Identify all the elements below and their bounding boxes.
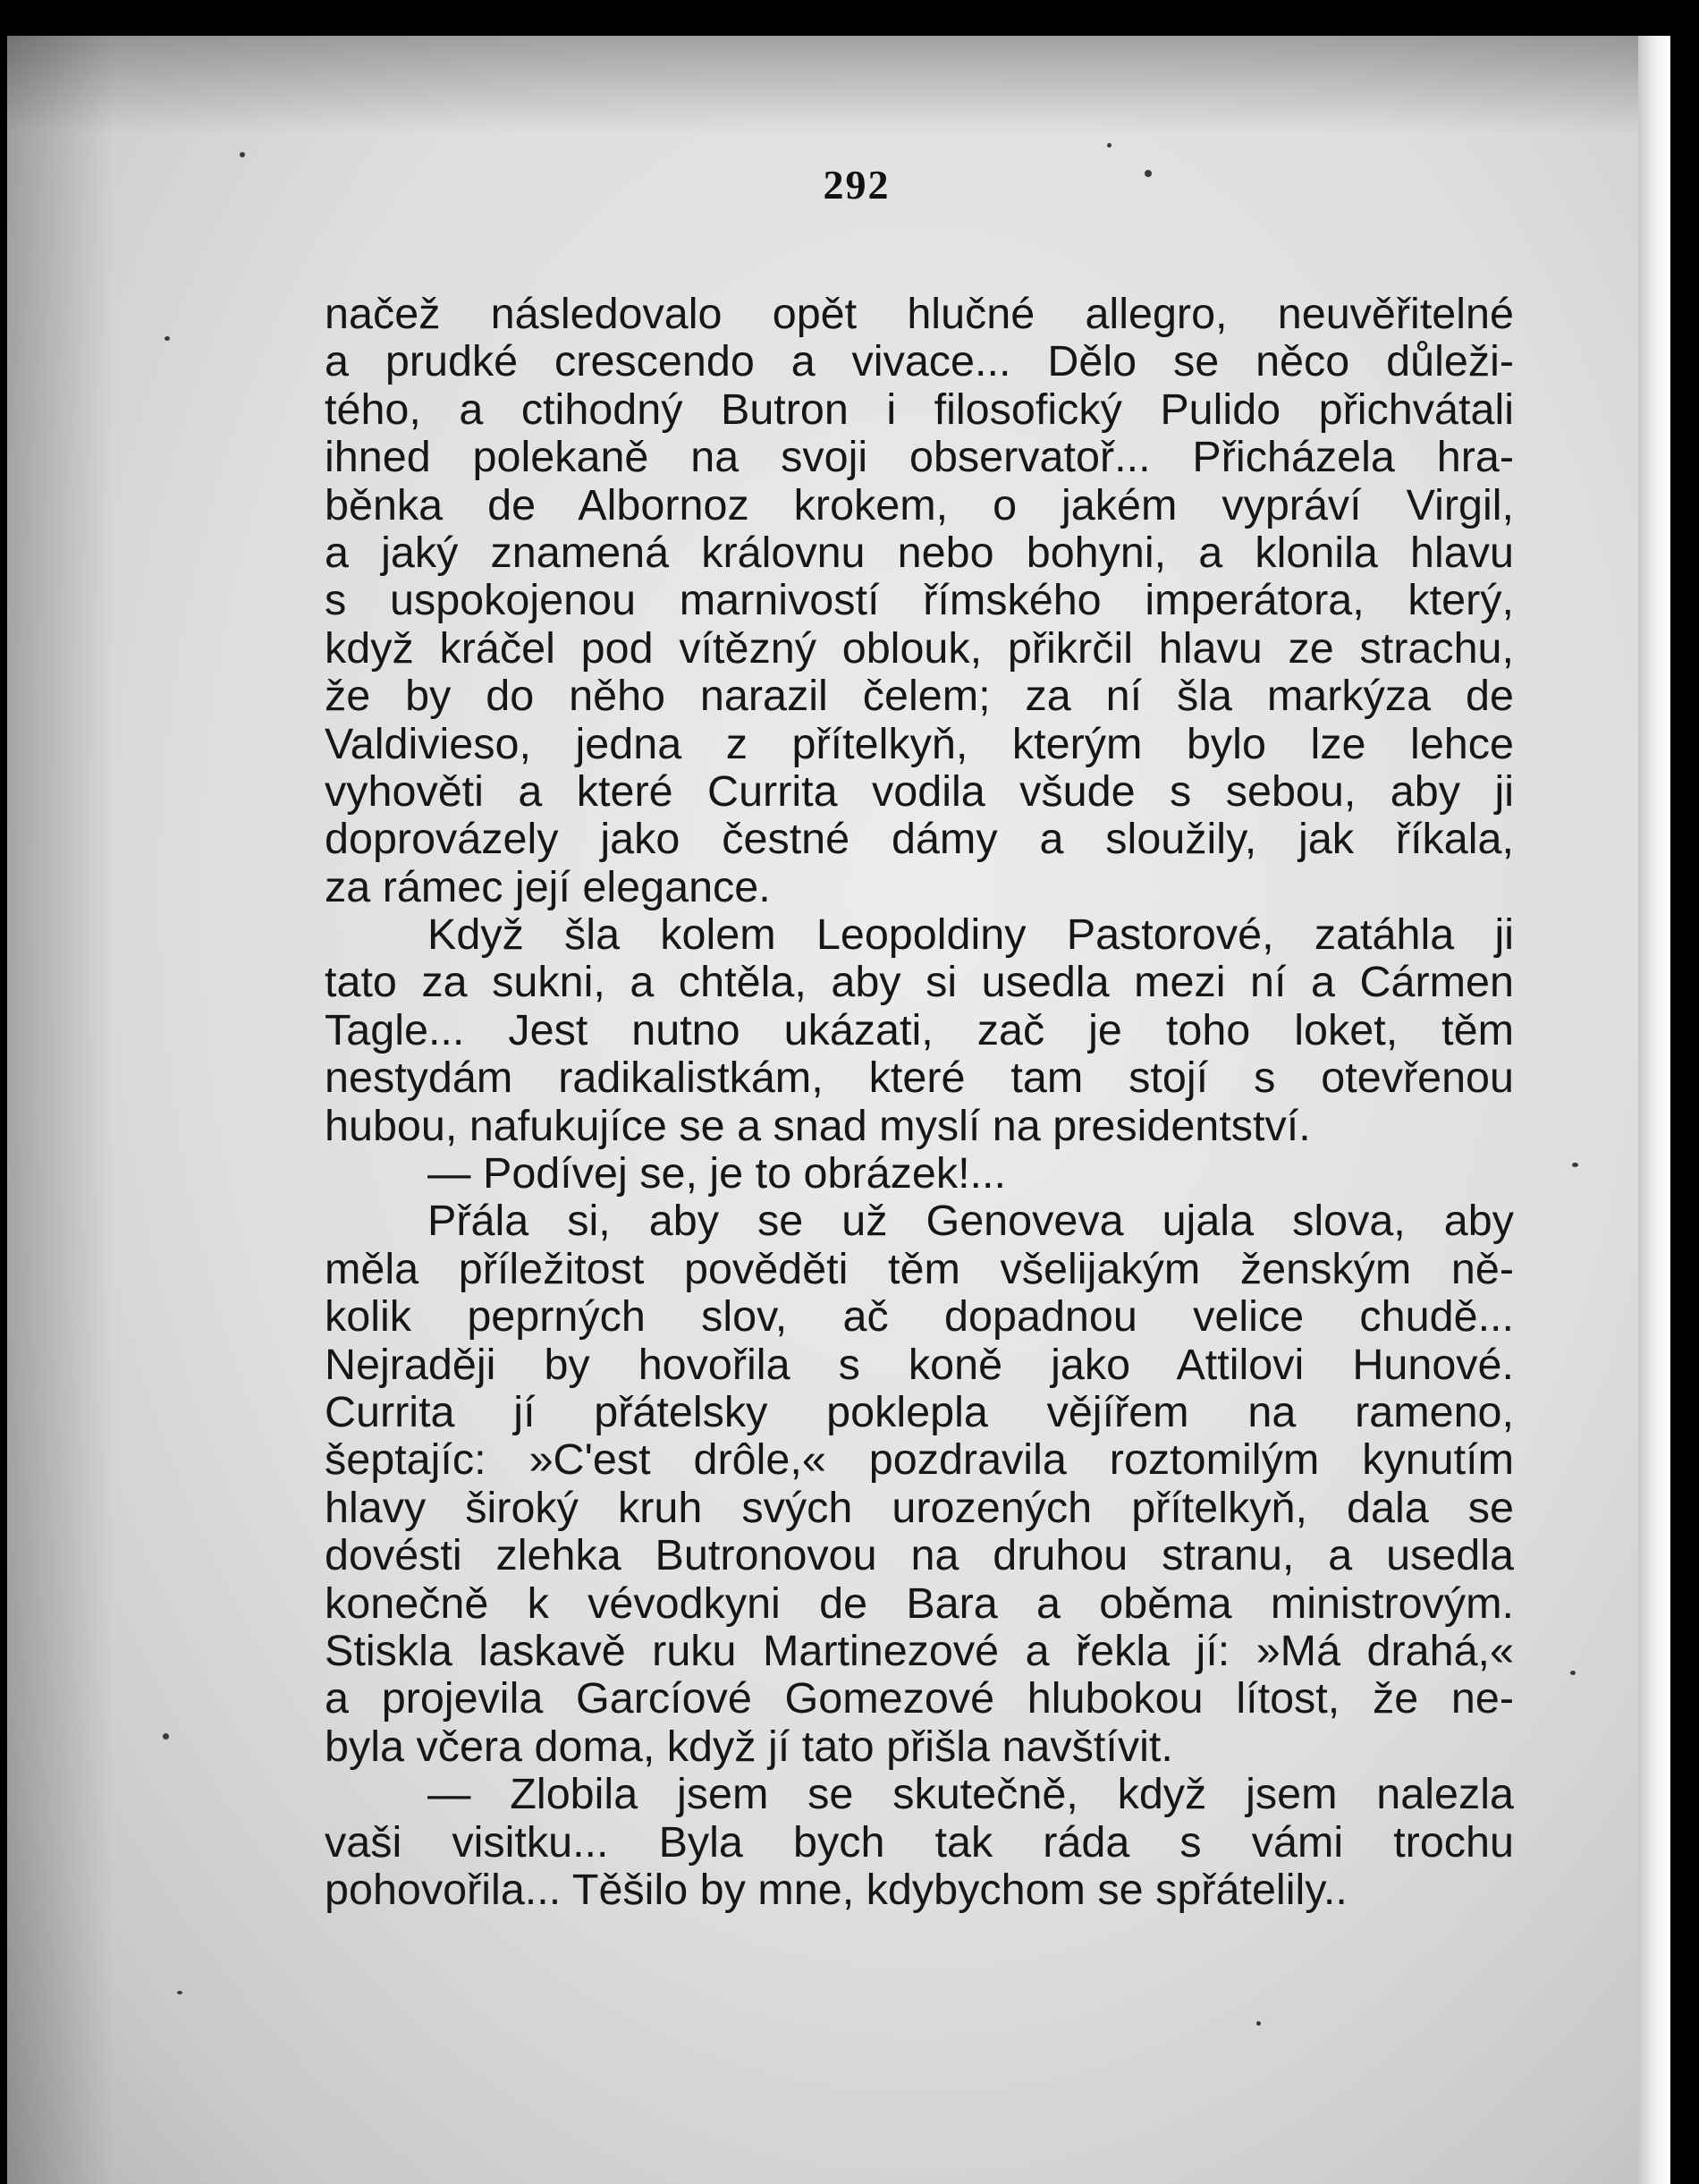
- text-line: Když šla kolem Leopoldiny Pastorové, zatáhla ji: [427, 911, 1514, 960]
- page-shadow-left: [7, 36, 114, 2184]
- text-line: že by do něho narazil čelem; za ní šla markýza de: [325, 673, 1514, 721]
- page-shadow-top: [7, 36, 1670, 134]
- text-line: — Podívej se, je to obrázek!...: [427, 1150, 1006, 1198]
- speck: [1572, 1163, 1578, 1167]
- text-line: ihned polekaně na svoji observatoř... Přicházela hra-: [325, 434, 1514, 482]
- speck: [163, 1733, 169, 1740]
- text-line: Currita jí přátelsky poklepla vějířem na rameno,: [325, 1388, 1514, 1436]
- text-line: — Zlobila jsem se skutečně, když jsem nalezla: [427, 1771, 1514, 1819]
- speck: [1107, 143, 1112, 148]
- text-line: a projevila Garcíové Gomezové hlubokou lítost, že ne-: [325, 1675, 1514, 1723]
- text-line: s uspokojenou marnivostí římského imperátora, který,: [325, 577, 1514, 625]
- text-line: Valdivieso, jedna z přítelkyň, kterým bylo lze lehce: [325, 720, 1514, 768]
- text-line: měla příležitost pověděti těm všelijakým ženským ně-: [325, 1245, 1514, 1293]
- text-line: konečně k vévodkyni de Bara a oběma ministrovým.: [325, 1579, 1514, 1628]
- text-line: Přála si, aby se už Genoveva ujala slova, aby: [427, 1198, 1514, 1246]
- body-text: [325, 291, 1514, 1914]
- speck: [165, 336, 170, 341]
- text-line: a jaký znamená královnu nebo bohyni, a klonila hlavu: [325, 529, 1514, 577]
- speck: [1256, 2021, 1261, 2026]
- book-page: [7, 36, 1670, 2184]
- text-line: šeptajíc: »C'est drôle,« pozdravila roztomilým kynutím: [325, 1436, 1514, 1485]
- text-line: dovésti zlehka Butronovou na druhou stranu, a usedla: [325, 1532, 1514, 1580]
- text-line: Nejraději by hovořila s koně jako Attilovi Hunové.: [325, 1341, 1514, 1389]
- text-line: Tagle... Jest nutno ukázati, zač je toho loket, těm: [325, 1006, 1514, 1054]
- text-line: a prudké crescendo a vivace... Dělo se něco důleži-: [325, 338, 1514, 386]
- text-line: vaši visitku... Byla bych tak ráda s vámi trochu: [325, 1818, 1514, 1867]
- text-line: nestydám radikalistkám, které tam stojí s otevřenou: [325, 1054, 1514, 1103]
- text-line: tato za sukni, a chtěla, aby si usedla mezi ní a Cármen: [325, 959, 1514, 1007]
- text-line: pohovořila... Těšilo by mne, kdybychom se spřátelily..: [325, 1866, 1348, 1914]
- text-line: kolik peprných slov, ač dopadnou velice chudě...: [325, 1293, 1514, 1342]
- text-line: Stiskla laskavě ruku Martinezové a řekla jí: »Má drahá,«: [325, 1627, 1514, 1675]
- speck: [1570, 1671, 1576, 1675]
- page-number: 292: [823, 162, 891, 207]
- text-line: běnka de Albornoz krokem, o jakém vypráví Virgil,: [325, 481, 1514, 529]
- text-line: doprovázely jako čestné dámy a sloužily, jak říkala,: [325, 816, 1514, 864]
- text-line: vyhověti a které Currita vodila všude s sebou, aby ji: [325, 767, 1514, 816]
- text-line: za rámec její elegance.: [325, 863, 771, 911]
- speck: [177, 1991, 182, 1994]
- text-line: hlavy široký kruh svých urozených přítelkyň, dala se: [325, 1484, 1514, 1532]
- text-line: načež následovalo opět hlučné allegro, neuvěřitelné: [325, 291, 1514, 338]
- text-line: tého, a ctihodný Butron i filosofický Pulido přichvátali: [325, 385, 1514, 434]
- text-line: hubou, nafukujíce se a snad myslí na presidentství.: [325, 1102, 1311, 1150]
- text-line: byla včera doma, když jí tato přišla navštívit.: [325, 1723, 1173, 1771]
- text-line: když kráčel pod vítězný oblouk, přikrčil hlavu ze strachu,: [325, 624, 1514, 673]
- speck: [240, 152, 245, 157]
- page-right-edge: [1638, 36, 1670, 2184]
